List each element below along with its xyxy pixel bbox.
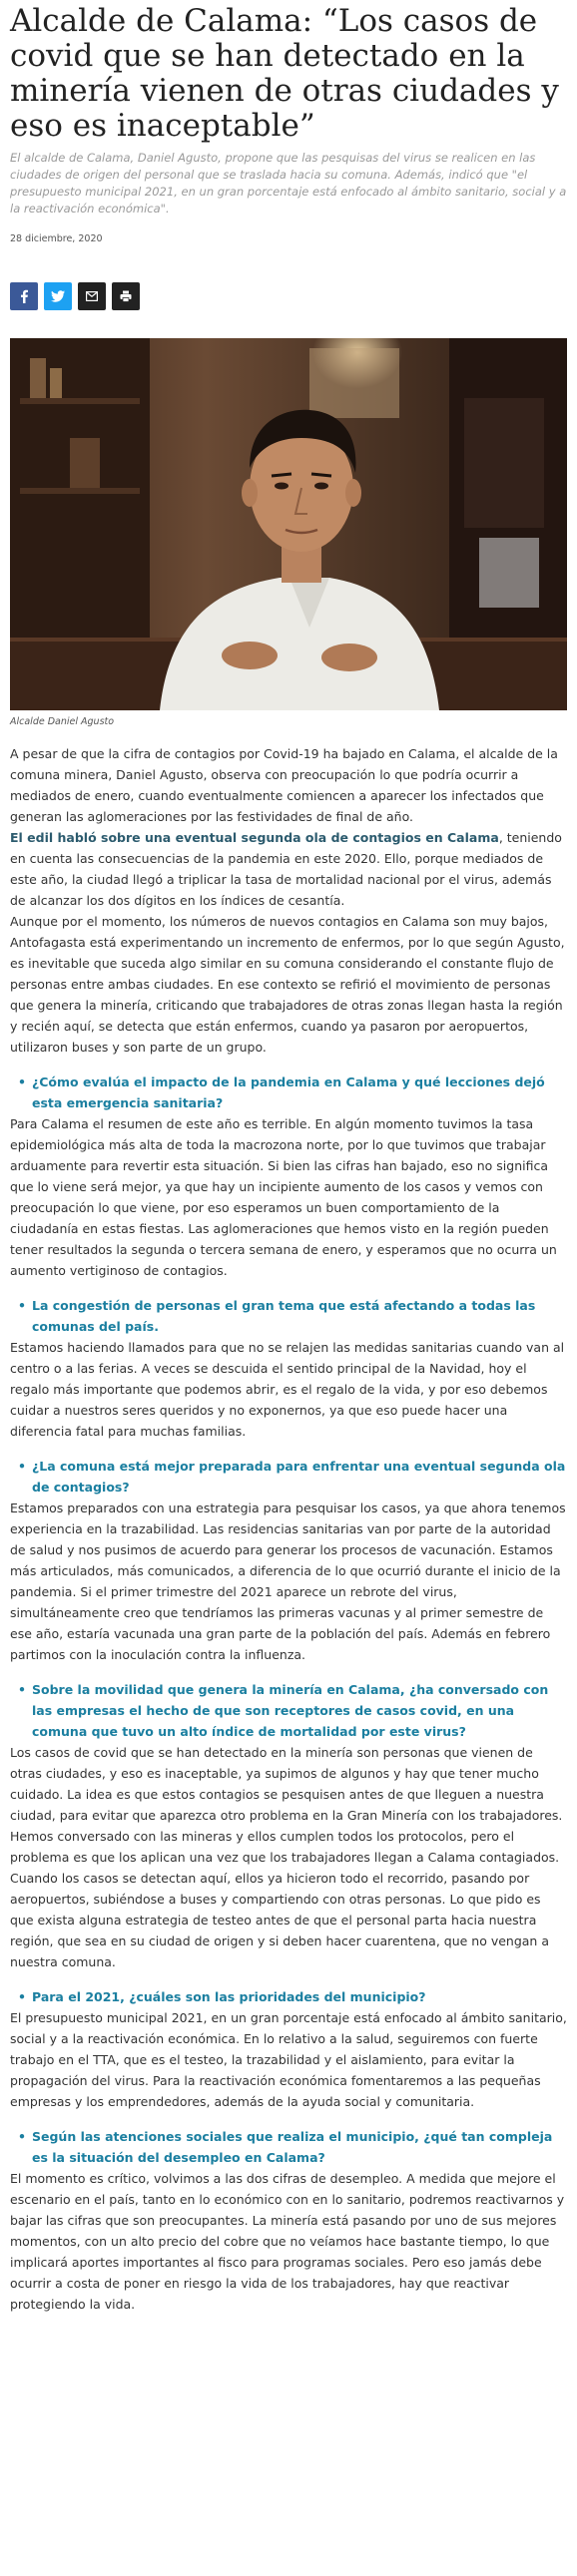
question-3 [10, 1456, 567, 1498]
article-body [10, 743, 567, 2315]
question-4 [10, 1679, 567, 1742]
article-lead: El alcalde de Calama, Daniel Agusto, propone que las pesquisas del virus se realicen en las ciudades de origen del personal que se traslada hacia su comuna. Además, indicó que "el presupuesto municipal 2021, en un gran porcentaje está enfocado al ámbito sanitario, social y a la reactivación económica". [10, 151, 567, 215]
answer-2: Estamos haciendo llamados para que no se relajen las medidas sanitarias cuando van al centro o a las ferias. A veces se descuida el sentido principal de la Navidad, hoy el regalo más importante que podemos abrir, es el regalo de la vida, y por eso debemos cuidar a nuestros seres queridos y no exponernos, ya que eso puede hacer una diferencia fatal para muchas familias. [10, 1340, 565, 1439]
facebook-icon [19, 289, 29, 303]
paragraph-second-wave-text: , teniendo en cuenta las consecuencias de la pandemia en este 2020. Ello, porque mediados de este año, la ciudad llegó a triplicar la tasa de mortalidad nacional por el virus, además de alcanzar los dos dígitos en los índices de cesantía. [10, 830, 562, 908]
paragraph-context: Aunque por el momento, los números de nuevos contagios en Calama son muy bajos, Antofagasta está experimentando un incremento de enfermos, por lo que según Agusto, es inevitable que suceda algo similar en su comuna considerando el constante flujo de personas entre ambas ciudades. En ese contexto se refirió el movimiento de personas que genera la minería, criticando que trabajadores de otras zonas llegan hasta la región y recién aquí, se detecta que están enfermos, cuando ya pasaron por aeropuertos, utilizaron buses y son parte de un grupo. [10, 914, 565, 1055]
question-5 [10, 1986, 567, 2007]
question-2-text: La congestión de personas el gran tema que está afectando a todas las comunas del país. [32, 1298, 536, 1334]
question-4-text: Sobre la movilidad que genera la minería en Calama, ¿ha conversado con las empresas el hecho de que son receptores de casos covid, en una comuna que tuvo un alto índice de mortalidad por este virus? [32, 1682, 549, 1739]
twitter-share-button[interactable] [44, 282, 72, 310]
answer-3: Estamos preparados con una estrategia para pesquisar los casos, ya que ahora tenemos experiencia en la trazabilidad. Las residencias sanitarias van por parte de la autoridad de salud y nos pusimos de acuerdo para generar los procesos de vacunación. Estamos más articulados, más comunicados, a diferencia de lo que ocurrió durante el inicio de la pandemia. Si el primer trimestre del 2021 aparece un rebrote del virus, simultáneamente creo que tendríamos las primeras vacunas y al primer semestre de ese año, estaría vacunada una gran parte de la población del país. Además en febrero partimos con la inoculación contra la influenza. [10, 1501, 566, 1662]
article-title: Alcalde de Calama: “Los casos de covid que se han detectado en la minería vienen de otras ciudades y eso es inaceptable” [10, 3, 559, 144]
photo-caption: Alcalde Daniel Agusto [10, 716, 115, 727]
question-5-text: Para el 2021, ¿cuáles son las prioridades del municipio? [32, 1989, 426, 2004]
paragraph-bold-lead: El edil habló sobre una eventual segunda ola de contagios en Calama [10, 830, 499, 845]
bullet-icon: • [18, 1682, 26, 1697]
facebook-share-button[interactable] [10, 282, 38, 310]
share-bar [10, 282, 567, 310]
question-1 [10, 1072, 567, 1113]
question-1-text: ¿Cómo evalúa el impacto de la pandemia en Calama y qué lecciones dejó esta emergencia sanitaria? [32, 1074, 545, 1110]
bullet-icon: • [18, 1298, 26, 1313]
question-6 [10, 2126, 567, 2168]
bullet-icon: • [18, 1989, 26, 2004]
mayor-portrait-image [10, 338, 567, 710]
mayor-photo [10, 338, 567, 710]
twitter-icon [51, 290, 65, 302]
paragraph-intro: A pesar de que la cifra de contagios por Covid-19 ha bajado en Calama, el alcalde de la comuna minera, Daniel Agusto, observa con preocupación lo que podría ocurrir a mediados de enero, cuando eventualmente comiencen a aparecer los infectados que generan las aglomeraciones por las festividades de final de año. [10, 746, 558, 824]
bullet-icon: • [18, 1074, 26, 1089]
paragraph-second-wave [10, 827, 567, 911]
answer-5: El presupuesto municipal 2021, en un gran porcentaje está enfocado al ámbito sanitario, social y a la reactivación económica. En lo relativo a la salud, seguiremos con fuerte trabajo en el TTA, que es el testeo, la trazabilidad y el aislamiento, para evitar la propagación del virus. Para la reactivación económica fomentaremos a las pequeñas empresas y los emprendedores, además de la ayuda social y comunitaria. [10, 2010, 567, 2109]
bullet-icon: • [18, 1459, 26, 1474]
article-date: 28 diciembre, 2020 [10, 233, 103, 244]
email-icon [86, 291, 98, 301]
question-2 [10, 1295, 567, 1337]
print-icon [120, 290, 132, 302]
email-share-button[interactable] [78, 282, 106, 310]
answer-1: Para Calama el resumen de este año es terrible. En algún momento tuvimos la tasa epidemiológica más alta de toda la macrozona norte, por lo que tuvimos que trabajar arduamente para revertir esta situación. Si bien las cifras han bajado, eso no significa que lo viene será mejor, ya que hay un incipiente aumento de los casos y vemos con preocupación lo que viene, por eso esperamos un buen comportamiento de la ciudadanía en estas fiestas. Las aglomeraciones que hemos visto en la región pueden tener resultados la segunda o tercera semana de enero, y esperamos que no ocurra un aumento vertiginoso de contagios. [10, 1116, 557, 1278]
question-6-text: Según las atenciones sociales que realiza el municipio, ¿qué tan compleja es la situación del desempleo en Calama? [32, 2129, 553, 2165]
print-button[interactable] [112, 282, 140, 310]
answer-6: El momento es crítico, volvimos a las dos cifras de desempleo. A medida que mejore el escenario en el país, tanto en lo económico con en lo sanitario, podremos reactivarnos y bajar las cifras que son preocupantes. La minería está pasando por uno de sus mejores momentos, con un alto precio del cobre que no veíamos hace bastante tiempo, lo que implicará aportes importantes al fisco para programas sociales. Pero eso jamás debe ocurrir a costa de poner en riesgo la vida de los trabajadores, hay que reactivar protegiendo la vida. [10, 2171, 565, 2312]
bullet-icon: • [18, 2129, 26, 2144]
question-3-text: ¿La comuna está mejor preparada para enfrentar una eventual segunda ola de contagios? [32, 1459, 566, 1495]
answer-4b: Hemos conversado con las mineras y ellos cumplen todos los protocolos, pero el problema es que los aplican una vez que los trabajadores llegan a Calama contagiados. Cuando los casos se detectan aquí, ellos ya hicieron todo el recorrido, pasando por aeropuertos, subiéndose a buses y compartiendo con otras personas. Lo que pido es que exista alguna estrategia de testeo antes de que el personal parta hacia nuestra región, que sea en su ciudad de origen y si deben hacer cuarentena, que no vengan a nuestra comuna. [10, 1829, 560, 1969]
answer-4a: Los casos de covid que se han detectado en la minería son personas que vienen de otras ciudades, y eso es inaceptable, ya supimos de algunos y hay que tener mucho cuidado. La idea es que estos contagios se pesquisen antes de que lleguen a nuestra ciudad, para evitar que aparezca otro problema en la Gran Minería con los trabajadores. [10, 1745, 563, 1823]
